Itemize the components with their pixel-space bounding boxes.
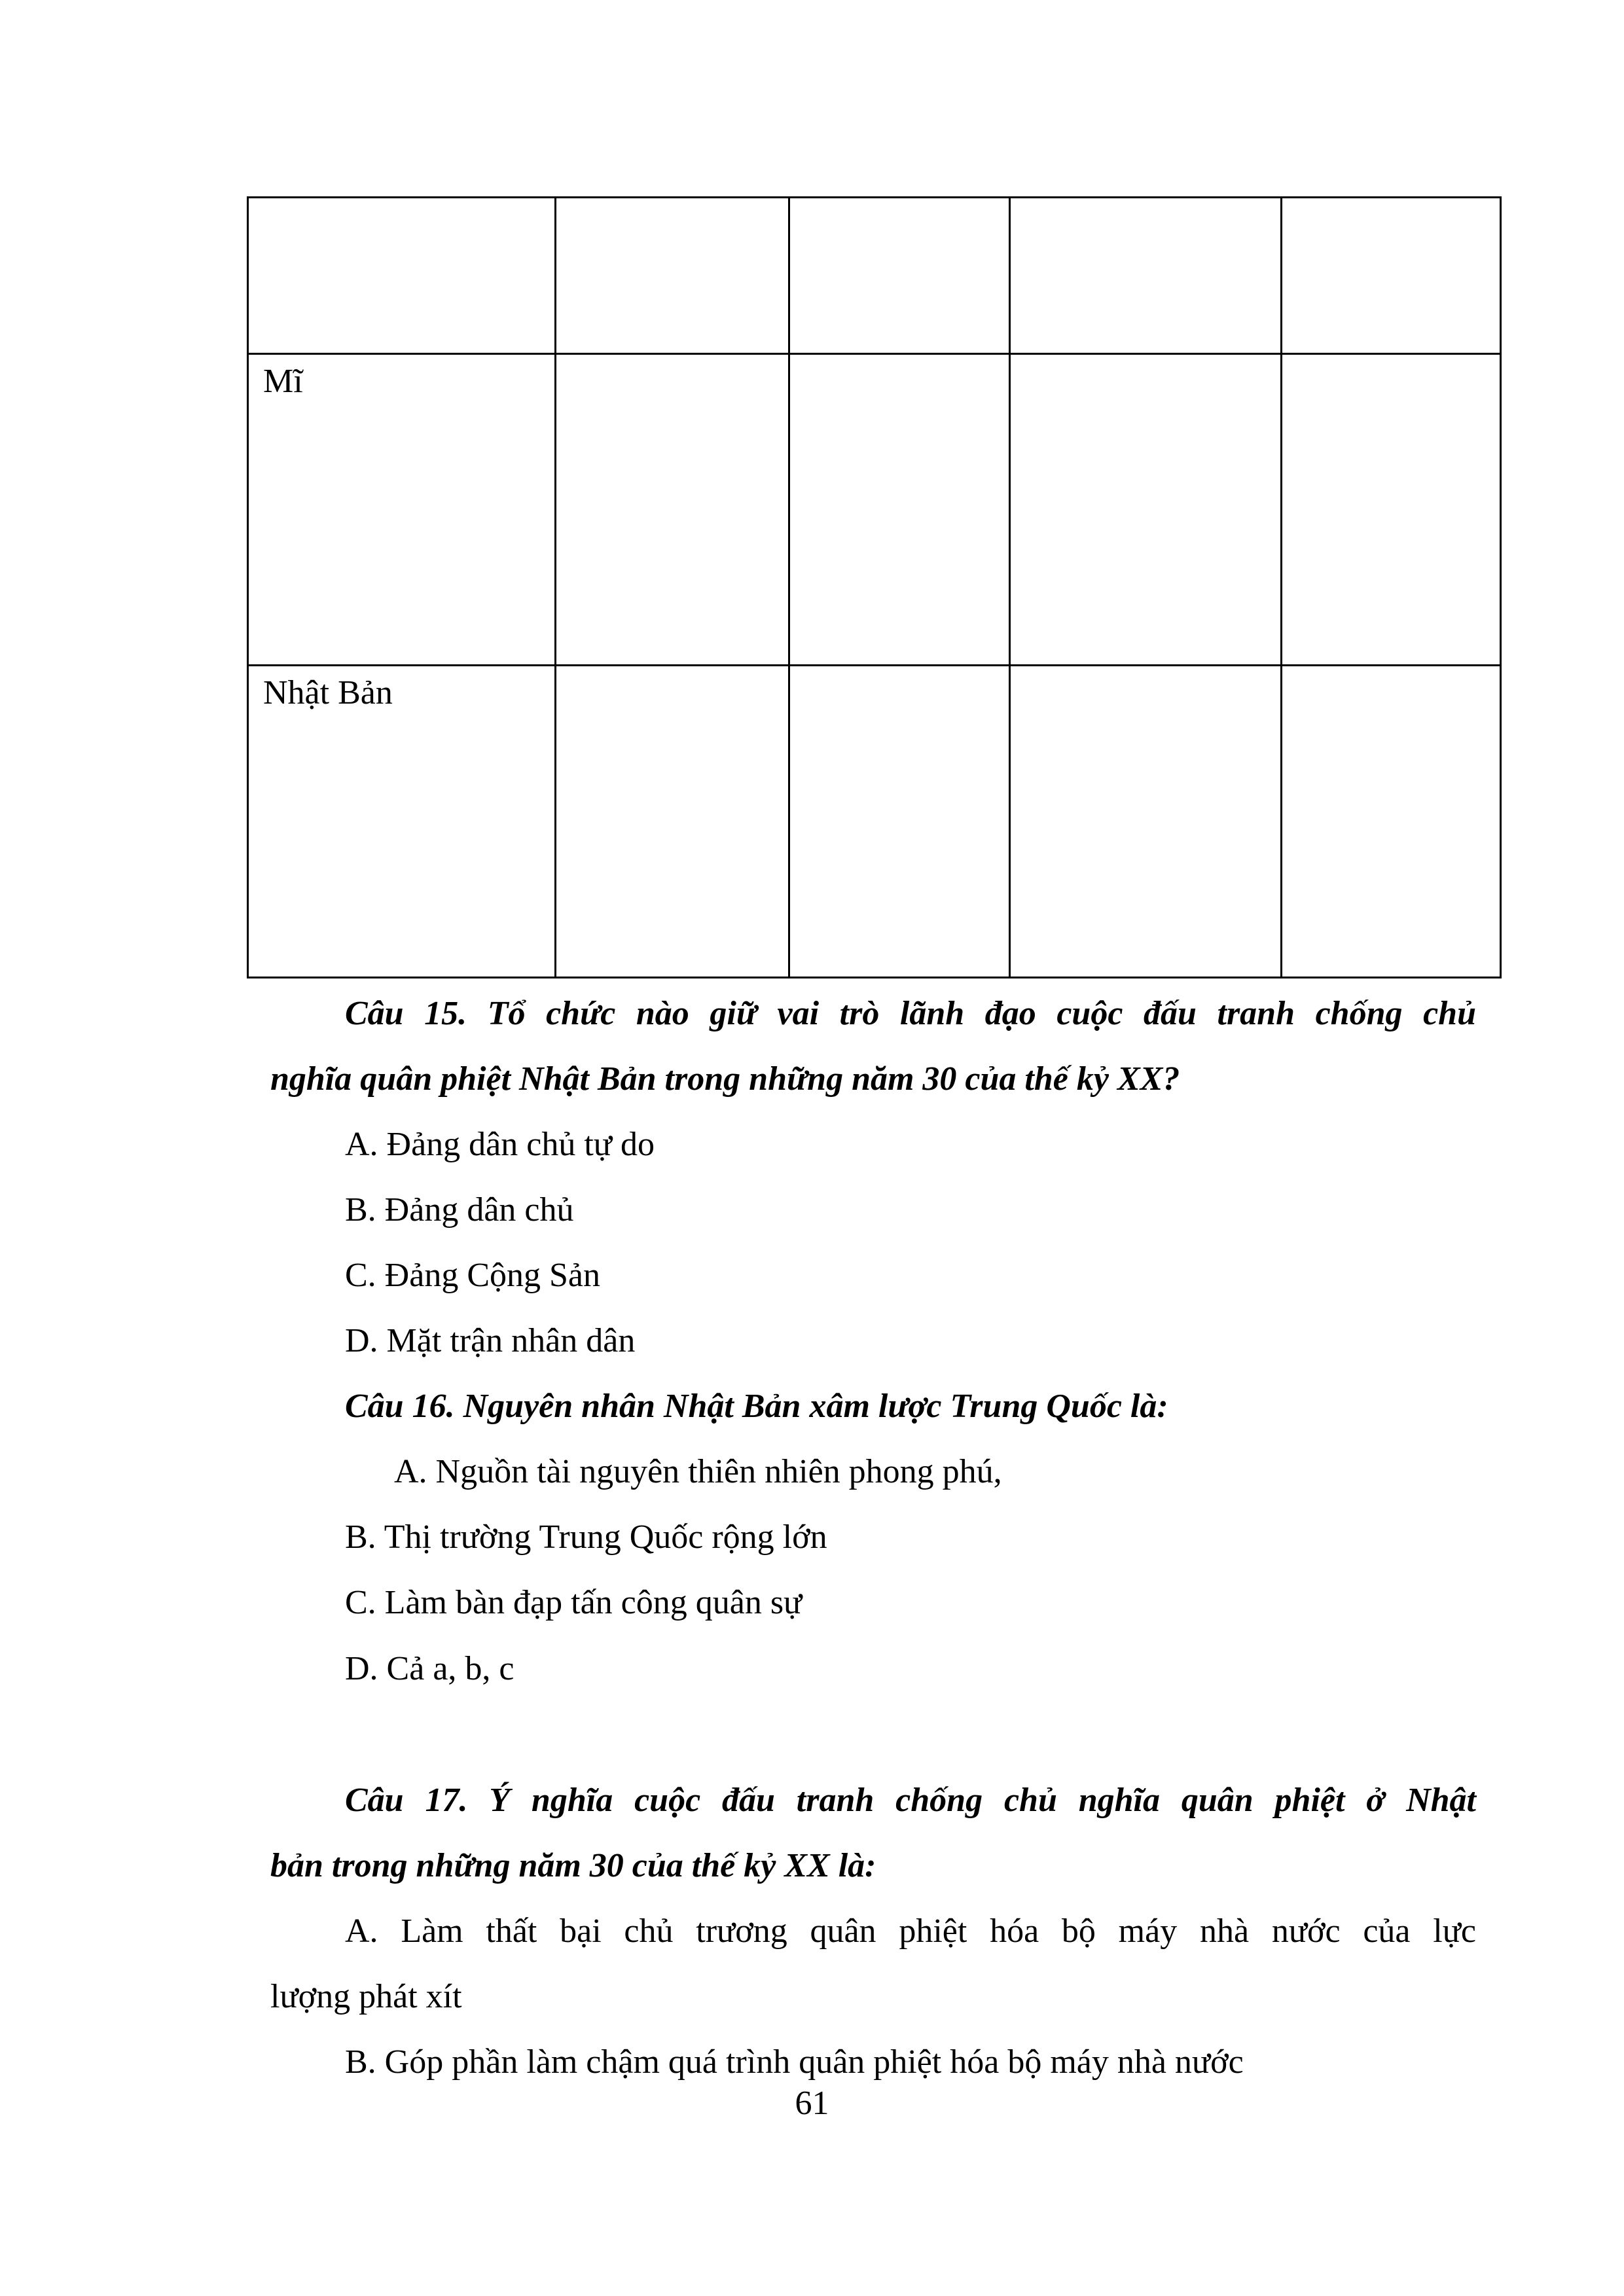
table-cell — [556, 666, 789, 978]
q15-title-line2: nghĩa quân phiệt Nhật Bản trong những năm 30 của thế kỷ XX? — [270, 1060, 1180, 1098]
table-cell — [789, 666, 1010, 978]
q16-option-b: B. Thị trường Trung Quốc rộng lớn — [345, 1518, 827, 1556]
q15-option-b: B. Đảng dân chủ — [345, 1191, 574, 1229]
q17-option-a-line1: A. Làm thất bại chủ trương quân phiệt hóa bộ máy nhà nước của lực — [345, 1912, 1476, 1950]
q17-title-line1: Câu 17. Ý nghĩa cuộc đấu tranh chống chủ nghĩa quân phiệt ở Nhật — [345, 1782, 1476, 1819]
q16-option-c: C. Làm bàn đạp tấn công quân sự — [345, 1584, 803, 1621]
table-cell — [789, 198, 1010, 354]
table-row — [248, 666, 1501, 978]
q16-option-a: A. Nguồn tài nguyên thiên nhiên phong phú, — [394, 1453, 1002, 1490]
table-cell — [1282, 354, 1501, 666]
table-cell — [1010, 354, 1282, 666]
table-cell — [556, 198, 789, 354]
table-row — [248, 198, 1501, 354]
q15-option-a: A. Đảng dân chủ tự do — [345, 1126, 655, 1163]
table-cell — [1010, 198, 1282, 354]
q15-title-line1: Câu 15. Tổ chức nào giữ vai trò lãnh đạo cuộc đấu tranh chống chủ — [345, 995, 1476, 1032]
table-cell — [1282, 198, 1501, 354]
q15-option-c: C. Đảng Cộng Sản — [345, 1257, 600, 1294]
table-row — [248, 354, 1501, 666]
table-cell — [1282, 666, 1501, 978]
table-cell — [556, 354, 789, 666]
q16-title: Câu 16. Nguyên nhân Nhật Bản xâm lược Trung Quốc là: — [345, 1388, 1168, 1425]
q17-option-a-line2: lượng phát xít — [270, 1978, 462, 2015]
table-cell — [789, 354, 1010, 666]
comparison-table — [247, 196, 1502, 978]
q17-title-line2: bản trong những năm 30 của thế kỷ XX là: — [270, 1847, 876, 1884]
q17-option-b: B. Góp phần làm chậm quá trình quân phiệt hóa bộ máy nhà nước — [345, 2043, 1244, 2081]
row-label-cell — [248, 198, 556, 354]
row-label-cell: Nhật Bản — [248, 666, 556, 978]
row-label-cell: Mĩ — [248, 354, 556, 666]
table-cell — [1010, 666, 1282, 978]
page-number: 61 — [795, 2085, 829, 2122]
q15-option-d: D. Mặt trận nhân dân — [345, 1322, 636, 1359]
q16-option-d: D. Cả a, b, c — [345, 1650, 514, 1687]
